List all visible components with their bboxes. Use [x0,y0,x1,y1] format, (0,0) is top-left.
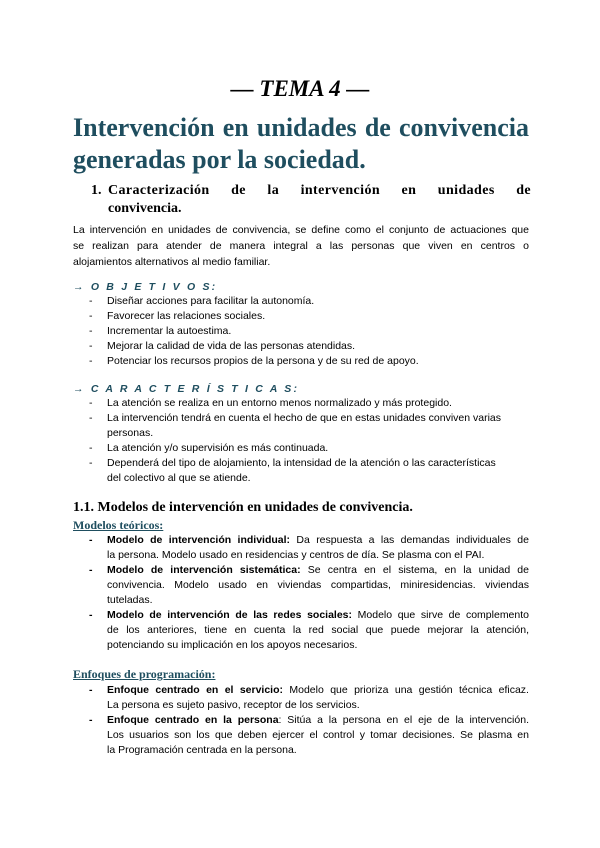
page-title [73,112,529,176]
list-item: - Modelo de intervención sistemática: Se centra en el sistema, en la unidad de convivencia. Modelo usado en viviendas compartidas, miniresidencias. viviendas tuteladas. [89,564,529,606]
section-1-heading [91,182,531,218]
modelos-heading: Modelos teóricos: [73,518,164,532]
title-line-2: generadas por la sociedad. [73,145,366,174]
list-item: - La intervención tendrá en cuenta el hecho de que en estas unidades conviven varias personas. [89,412,502,439]
intro-line-3: alojamientos alternativos al medio familiar. [73,256,271,268]
tema-header: — TEMA 4 — [230,76,370,101]
objetivos-list [73,294,529,369]
caracteristicas-heading: → C A R A C T E R Í S T I C A S: [73,383,300,395]
subsection-title: 1.1. Modelos de intervención en unidades de convivencia. [73,500,413,515]
section-1-title-line-1: Caracterización de la intervención en unidades de [108,183,531,198]
list-item: - Incrementar la autoestima. [89,325,232,337]
list-item: - Enfoque centrado en la persona: Sitúa a la persona en el eje de la intervención. Los usuarios son los que deben ejercer el control y tomar decisiones. Se plasma en la Programación centrada en la persona. [89,714,529,756]
list-item: - Diseñar acciones para facilitar la autonomía. [89,295,315,307]
intro-paragraph [73,222,529,270]
caracteristicas-list [73,396,529,486]
section-1-number: 1. [91,183,102,198]
title-line-1: Intervención en unidades de convivencia [73,113,529,142]
list-item: - Potenciar los recursos propios de la persona y de su red de apoyo. [89,355,419,367]
list-item: - Modelo de intervención de las redes sociales: Modelo que sirve de complemento de los anteriores, tiene en cuenta la red social que puede mejorar la atención, potenciando su implicación en los apoyos necesarios. [89,609,529,651]
objetivos-heading: → O B J E T I V O S: [73,281,218,293]
list-item: - La atención y/o supervisión es más continuada. [89,442,329,454]
list-item: - La atención se realiza en un entorno menos normalizado y más protegido. [89,397,452,409]
list-item: - Favorecer las relaciones sociales. [89,310,266,322]
list-item: - Modelo de intervención individual: Da respuesta a las demandas individuales de la persona. Modelo usado en residencias y centros de día. Se plasma con el PAI. [89,534,529,561]
list-item: - Enfoque centrado en el servicio: Modelo que prioriza una gestión técnica eficaz. La persona es sujeto pasivo, receptor de los servicios. [89,684,529,711]
intro-line-2: se realizan para atender de manera integral a las personas que viven en centros o [73,240,529,252]
list-item: - Dependerá del tipo de alojamiento, la intensidad de la atención o las características del colectivo al que se atiende. [89,457,496,484]
enfoques-heading: Enfoques de programación: [73,667,216,681]
enfoques-list [73,683,529,758]
list-item: - Mejorar la calidad de vida de las personas atendidas. [89,340,356,352]
modelos-list [73,533,529,653]
intro-line-1: La intervención en unidades de convivencia, se define como el conjunto de actuaciones que [73,224,529,236]
section-1-title-line-2: convivencia. [108,201,182,216]
